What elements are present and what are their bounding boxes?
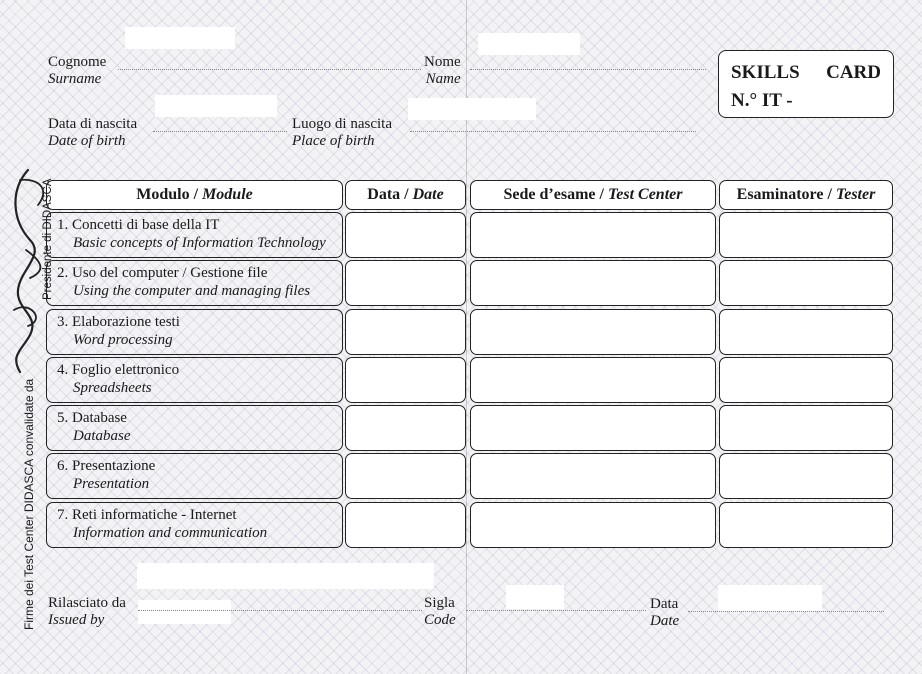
date-cell-3 xyxy=(345,309,466,355)
module-row-5: 5. Database Database xyxy=(46,405,343,451)
name-label: Nome Name xyxy=(424,54,461,87)
issued-by-label: Rilasciato da Issued by xyxy=(48,595,126,628)
module-row-7: 7. Reti informatiche - Internet Information and communication xyxy=(46,502,343,548)
redacted-surname xyxy=(125,27,235,49)
redacted-date xyxy=(718,585,822,611)
validation-vertical-text: Firme dei Test Center DIDASCA convalidate da xyxy=(22,378,36,630)
tester-cell-7 xyxy=(719,502,893,548)
date-cell-7 xyxy=(345,502,466,548)
tester-cell-5 xyxy=(719,405,893,451)
test-center-cell-7 xyxy=(470,502,716,548)
tester-cell-1 xyxy=(719,212,893,258)
redacted-dob xyxy=(155,95,277,117)
surname-label: Cognome Surname xyxy=(48,54,107,87)
pob-line xyxy=(410,131,696,132)
header-test-center: Sede d’esame / Test Center xyxy=(470,180,716,210)
header-module: Modulo / Module xyxy=(46,180,343,210)
redacted-issuer-stamp xyxy=(137,563,434,589)
date-cell-1 xyxy=(345,212,466,258)
date-cell-5 xyxy=(345,405,466,451)
test-center-cell-4 xyxy=(470,357,716,403)
test-center-cell-3 xyxy=(470,309,716,355)
code-line xyxy=(466,610,646,611)
module-row-1: 1. Concetti di base della IT Basic concepts of Information Technology xyxy=(46,212,343,258)
module-row-3: 3. Elaborazione testi Word processing xyxy=(46,309,343,355)
test-center-cell-5 xyxy=(470,405,716,451)
redacted-pob xyxy=(408,98,536,120)
pob-label: Luogo di nascita Place of birth xyxy=(292,116,392,149)
skills-card-number: N.° IT - xyxy=(731,90,793,111)
redacted-code xyxy=(506,585,564,609)
date-cell-4 xyxy=(345,357,466,403)
tester-cell-3 xyxy=(719,309,893,355)
header-date: Data / Date xyxy=(345,180,466,210)
surname-line xyxy=(118,69,421,70)
module-row-6: 6. Presentazione Presentation xyxy=(46,453,343,499)
date-cell-2 xyxy=(345,260,466,306)
redacted-issued-by xyxy=(138,600,231,624)
test-center-cell-1 xyxy=(470,212,716,258)
name-line xyxy=(470,69,706,70)
date-line xyxy=(688,611,884,612)
dob-line xyxy=(153,131,287,132)
tester-cell-4 xyxy=(719,357,893,403)
tester-cell-2 xyxy=(719,260,893,306)
skills-card-title: SKILLS CARD xyxy=(731,62,881,83)
issued-by-line xyxy=(138,610,422,611)
module-row-4: 4. Foglio elettronico Spreadsheets xyxy=(46,357,343,403)
test-center-cell-2 xyxy=(470,260,716,306)
tester-cell-6 xyxy=(719,453,893,499)
date-label: Data Date xyxy=(650,596,680,629)
header-tester: Esaminatore / Tester xyxy=(719,180,893,210)
module-row-2: 2. Uso del computer / Gestione file Using the computer and managing files xyxy=(46,260,343,306)
code-label: Sigla Code xyxy=(424,595,456,628)
redacted-name xyxy=(478,33,580,55)
signature-image xyxy=(0,150,60,380)
date-cell-6 xyxy=(345,453,466,499)
president-vertical-text: Presidente di DIDASCA xyxy=(42,178,54,300)
dob-label: Data di nascita Date of birth xyxy=(48,116,138,149)
test-center-cell-6 xyxy=(470,453,716,499)
skills-card-box xyxy=(718,50,894,118)
